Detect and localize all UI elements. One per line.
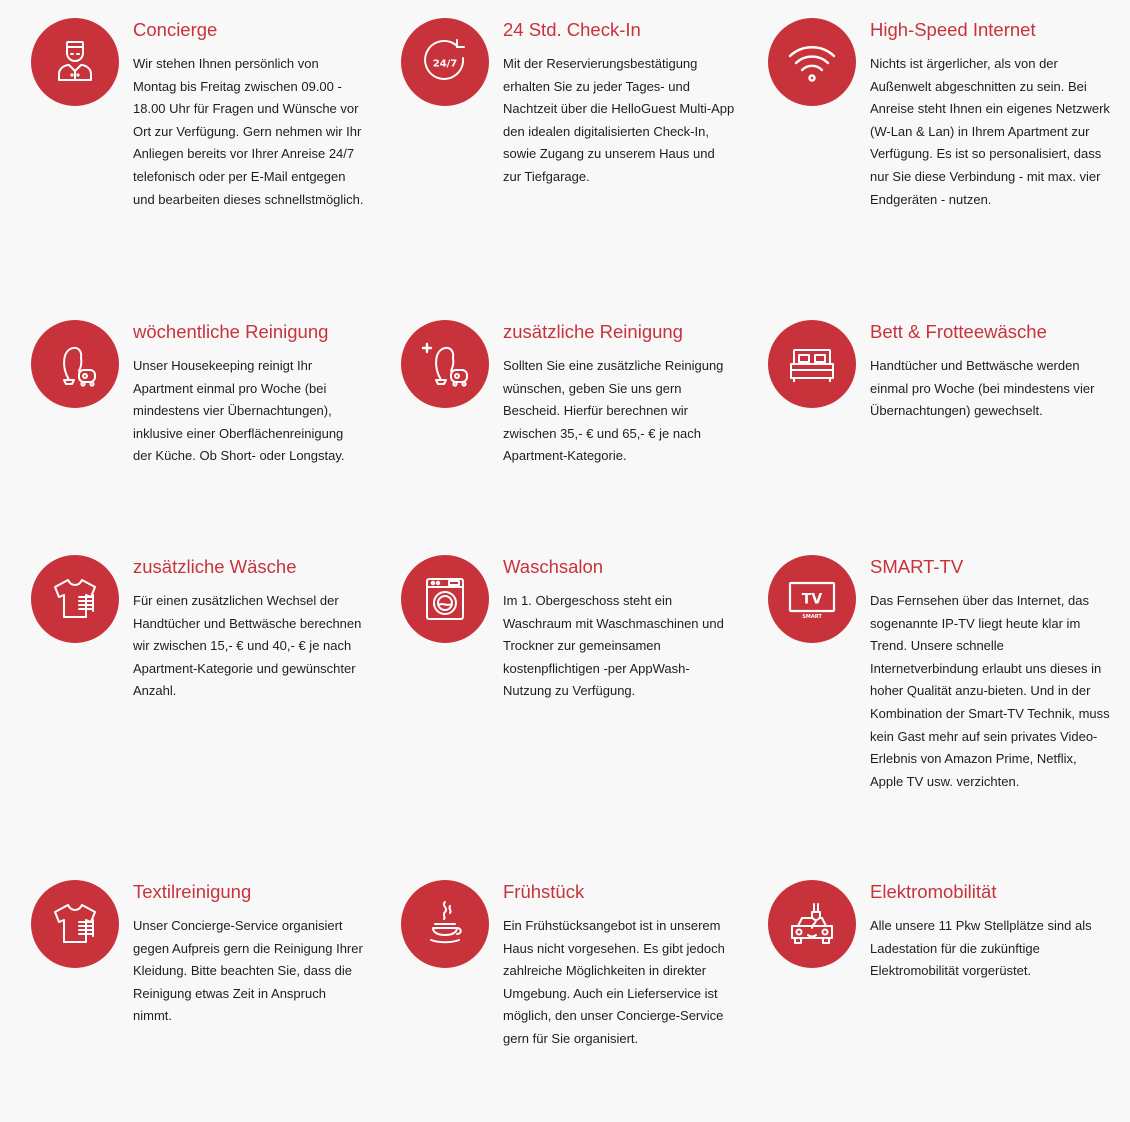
feature-description: Unser Concierge-Service organisiert gegen Aufpreis gern die Reinigung Ihrer Kleidung. Bitte beachten Sie, dass die Reinigung etwas Zeit in Anspruch nimmt. — [133, 918, 363, 1024]
feature-description: Wir stehen Ihnen persönlich von Montag bis Freitag zwischen 09.00 - 18.00 Uhr für Fragen und Wünsche vor Ort zur Verfügung. Gern nehmen wir Ihr Anliegen bereits vor Ihrer Anreise 24/7 telefonisch oder per E-Mail entgegen und bearbeiten dieses schnellstmöglich. — [133, 56, 364, 207]
feature-title: Textilreinigung — [133, 881, 252, 902]
coffee-cup-icon — [401, 880, 489, 968]
feature-title: SMART-TV — [870, 556, 964, 577]
concierge-icon — [31, 18, 119, 106]
feature-title: Bett & Frotteewäsche — [870, 321, 1047, 342]
electric-car-icon — [768, 880, 856, 968]
feature-description: Für einen zusätzlichen Wechsel der Handtücher und Bettwäsche berechnen wir zwischen 15,- € und 40,- € je nach Apartment-Kategorie und gewünschter Anzahl. — [133, 593, 362, 699]
shirt-icon — [31, 555, 119, 643]
feature-description: Alle unsere 11 Pkw Stellplätze sind als Ladestation für die zukünftige Elektromobilität vorgerüstet. — [870, 918, 1092, 979]
washing-machine-icon — [401, 555, 489, 643]
shirt-icon — [31, 880, 119, 968]
vacuum-cleaner-plus-icon — [401, 320, 489, 408]
feature-title: Elektromobilität — [870, 881, 997, 902]
feature-description: Nichts ist ärgerlicher, als von der Außenwelt abgeschnitten zu sein. Bei Anreise steht Ihnen ein eigenes Netzwerk (W-Lan & Lan) in Ihrem Apartment zur Verfügung. Es ist so personalisiert, dass nur Sie diese Verbindung - mit max. vier Endgeräten - nutzen. — [870, 56, 1110, 207]
feature-description: Handtücher und Bettwäsche werden einmal pro Woche (bei mindestens vier Übernachtungen) gewechselt. — [870, 358, 1095, 419]
feature-title: High-Speed Internet — [870, 19, 1036, 40]
smart-tv-icon — [768, 555, 856, 643]
feature-title: 24 Std. Check-In — [503, 19, 641, 40]
feature-description: Mit der Reservierungsbestätigung erhalten Sie zu jeder Tages- und Nachtzeit über die HelloGuest Multi-App den idealen digitalisierten Check-In, sowie Zugang zu unserem Haus und zur Tiefgarage. — [503, 56, 735, 184]
vacuum-cleaner-icon — [31, 320, 119, 408]
feature-title: zusätzliche Wäsche — [133, 556, 297, 577]
feature-description: Das Fernsehen über das Internet, das sogenannte IP-TV liegt heute klar im Trend. Unsere schnelle Internetverbindung erlaubt uns dieses in hoher Qualität anzu-bieten. Und in der Kombination der Smart-TV Technik, muss kein Gast mehr auf sein privates Video-Erlebnis von Amazon Prime, Netflix, Apple TV usw. verzichten. — [870, 593, 1110, 789]
feature-title: Frühstück — [503, 881, 585, 902]
feature-description: Sollten Sie eine zusätzliche Reinigung wünschen, geben Sie uns gern Bescheid. Hierfür berechnen wir zwischen 35,- € und 65,- € je nach Apartment-Kategorie. — [503, 358, 724, 464]
wifi-icon — [768, 18, 856, 106]
svg-text:SMART: SMART — [802, 614, 822, 620]
feature-title: wöchentliche Reinigung — [133, 321, 329, 342]
svg-text:TV: TV — [801, 591, 823, 608]
svg-text:24/7: 24/7 — [432, 58, 458, 70]
feature-description: Im 1. Obergeschoss steht ein Waschraum mit Waschmaschinen und Trockner zur gemeinsamen kostenpflichtigen -per AppWash-Nutzung zu Verfügung. — [503, 593, 724, 699]
feature-title: zusätzliche Reinigung — [503, 321, 683, 342]
feature-description: Ein Frühstücksangebot ist in unserem Haus nicht vorgesehen. Es gibt jedoch zahlreiche Möglichkeiten in direkter Umgebung. Auch ein Lieferservice ist möglich, den unser Concierge-Service gern für Sie organisiert. — [503, 918, 725, 1046]
bed-icon — [768, 320, 856, 408]
feature-title: Concierge — [133, 19, 218, 40]
checkin-247-icon — [401, 18, 489, 106]
feature-title: Waschsalon — [503, 556, 604, 577]
feature-description: Unser Housekeeping reinigt Ihr Apartment einmal pro Woche (bei mindestens vier Übernachtungen), inklusive einer Oberflächenreinigung der Küche. Ob Short- oder Longstay. — [133, 358, 345, 464]
